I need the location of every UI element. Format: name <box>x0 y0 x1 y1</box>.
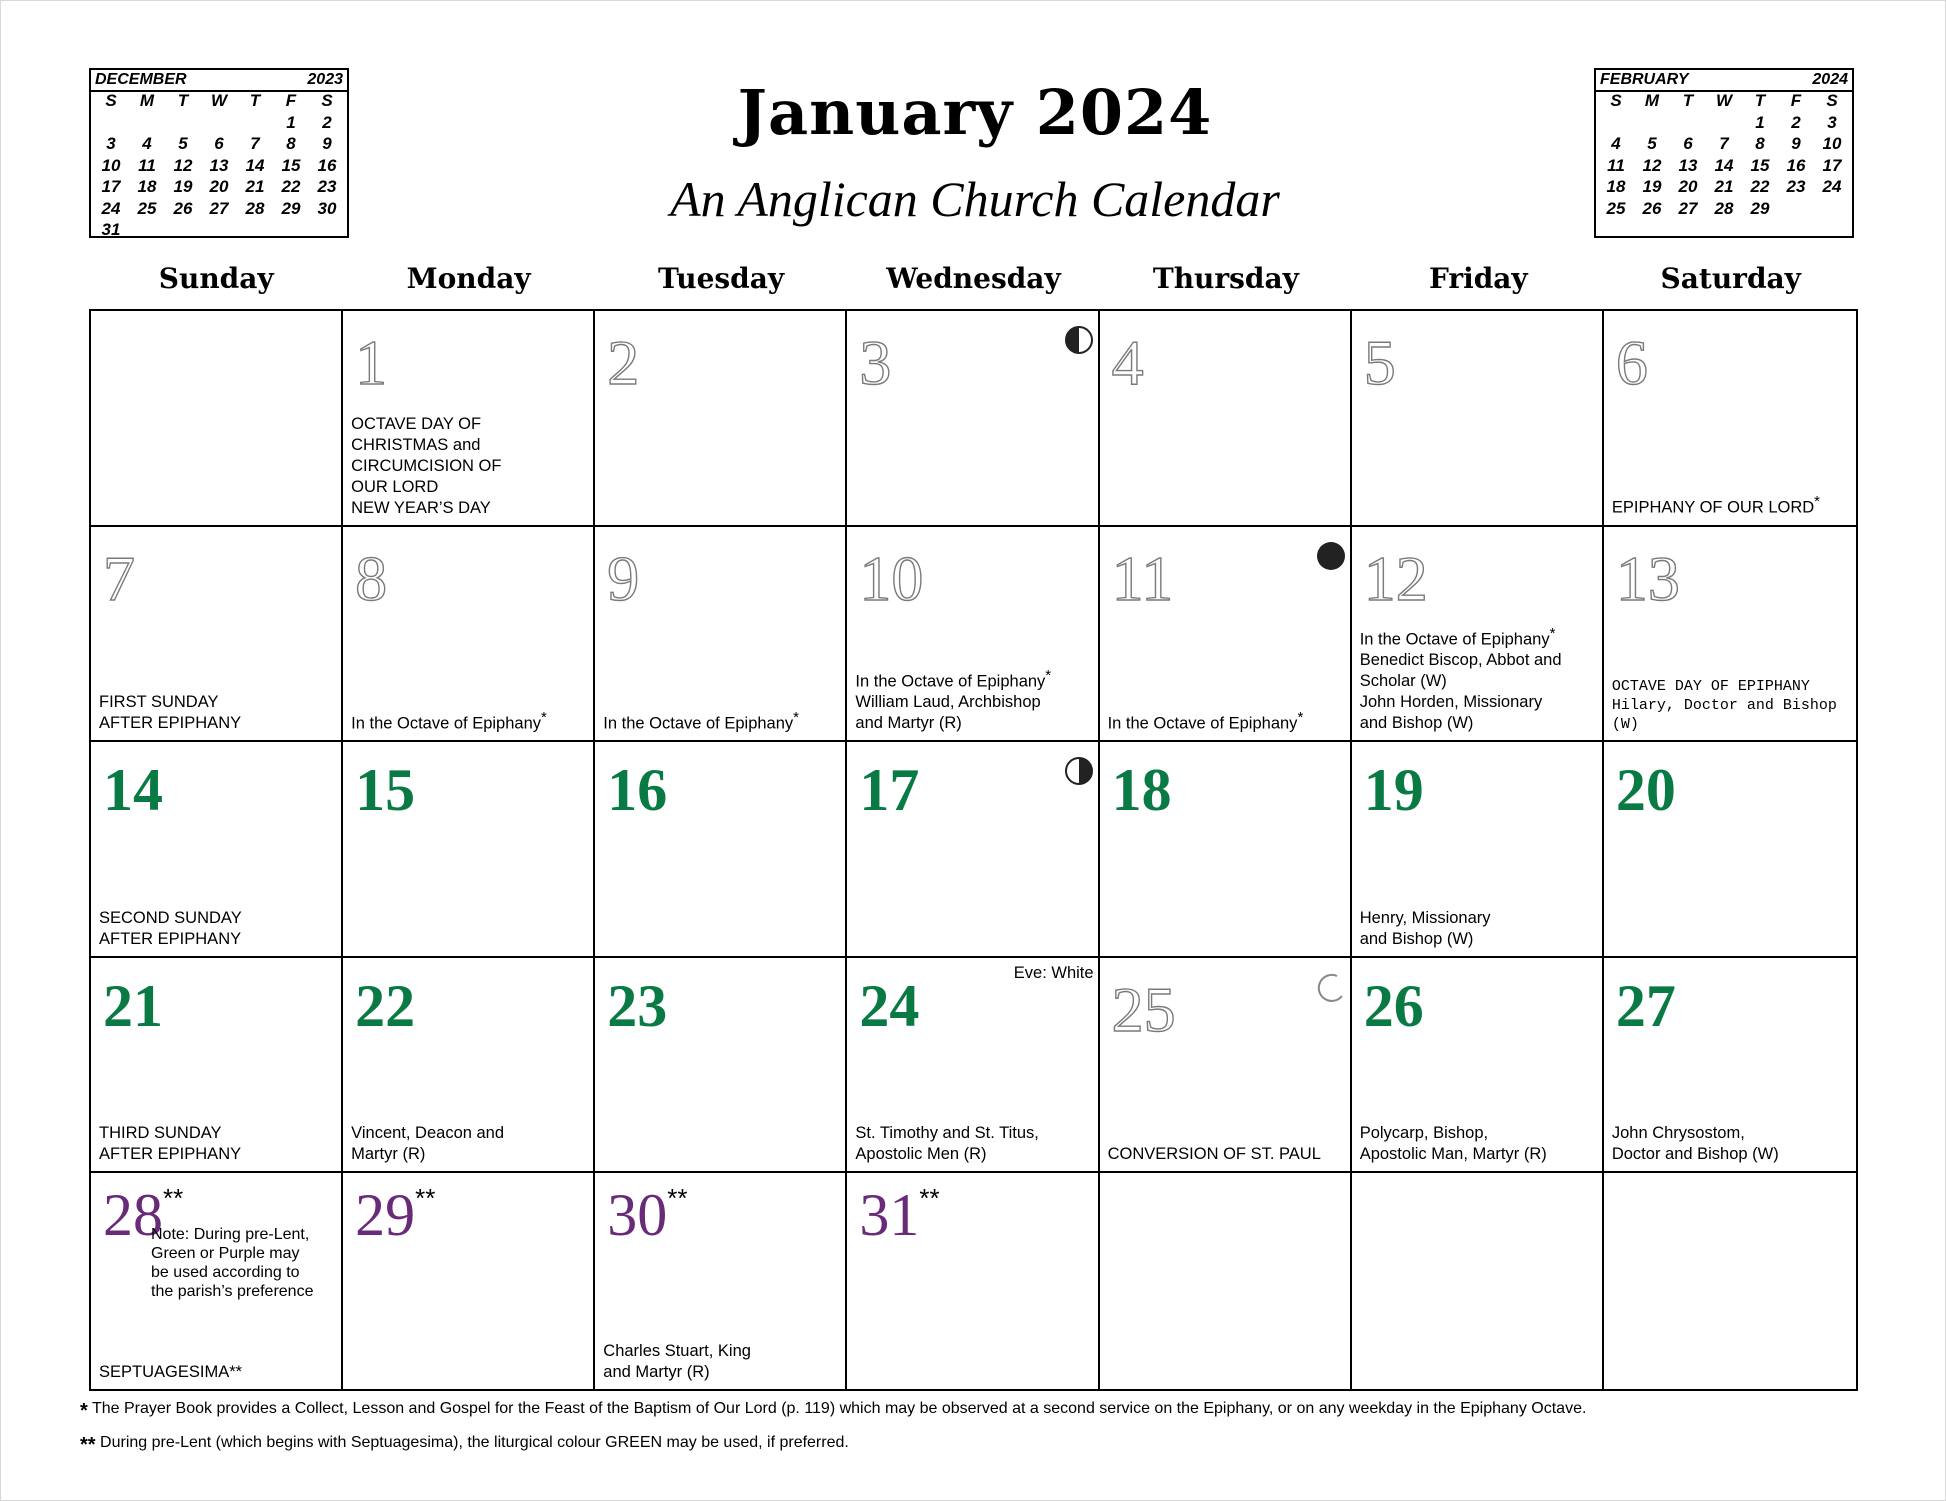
day-number-text: 13 <box>1615 542 1680 614</box>
mini-day <box>1778 198 1814 220</box>
mini-day <box>273 219 309 241</box>
day-number-text: 12 <box>1363 542 1428 614</box>
day-cell-9 <box>595 527 847 743</box>
day-number-text: 9 <box>607 542 640 614</box>
mini-month: FEBRUARY <box>1600 71 1689 88</box>
day-number <box>1363 972 1424 1039</box>
empty-day-cell <box>91 311 343 527</box>
observance-note <box>1612 491 1820 519</box>
day-number-text: 15 <box>355 757 416 824</box>
footnote-star: * <box>793 708 799 726</box>
observance-note <box>855 665 1051 735</box>
mini-day: 9 <box>322 134 332 153</box>
new-moon-icon <box>1316 541 1346 571</box>
mini-day: 11 <box>138 155 156 175</box>
day-number-text: 1 <box>355 327 388 398</box>
observance-note <box>99 692 241 734</box>
mini-day: 18 <box>137 177 157 196</box>
eve-note: Eve: White <box>1013 963 1094 982</box>
day-number-text: 20 <box>1615 757 1676 824</box>
mini-day <box>165 112 201 134</box>
mini-day: 25 <box>1606 198 1626 218</box>
mini-day: 14 <box>1714 155 1734 175</box>
day-cell-17 <box>847 742 1099 958</box>
mini-calendar-february <box>1594 68 1854 238</box>
mini-day: 1 <box>1755 112 1765 132</box>
weekday-sunday: Sunday <box>158 262 274 295</box>
mini-day <box>237 112 273 134</box>
mini-day <box>309 219 345 241</box>
observance-text: In the Octave of Epiphany <box>603 714 794 733</box>
observance-note <box>1360 1123 1547 1165</box>
day-number-text: 27 <box>1615 972 1676 1039</box>
day-number-text: 30 <box>607 1182 668 1249</box>
mini-day: 12 <box>173 155 193 175</box>
mini-day: 15 <box>1750 155 1770 175</box>
mini-weekday-label: T <box>1754 91 1766 110</box>
weekday-tuesday: Tuesday <box>657 262 785 295</box>
day-number-text: 16 <box>607 757 668 824</box>
observance-note <box>1360 623 1562 735</box>
day-number <box>859 327 892 398</box>
day-footnote-mark: ** <box>919 1183 940 1214</box>
day-number <box>1615 757 1676 824</box>
observance-text: In the Octave of Epiphany <box>855 672 1046 691</box>
day-cell-23 <box>595 958 847 1174</box>
mini-day: 17 <box>1822 155 1842 175</box>
observance-text: John Chrysostom, Doctor and Bishop (W) <box>1611 1124 1779 1164</box>
day-number <box>607 972 668 1039</box>
observance-text: Henry, Missionary and Bishop (W) <box>1359 908 1491 948</box>
mini-year: 2023 <box>307 71 343 88</box>
day-cell-26 <box>1352 958 1604 1174</box>
mini-day: 21 <box>245 177 265 196</box>
day-cell-1 <box>343 311 595 527</box>
mini-day <box>201 219 237 241</box>
mini-day: 4 <box>1611 134 1621 153</box>
observance-text: Polycarp, Bishop, Apostolic Man, Martyr (R) <box>1359 1124 1547 1164</box>
observance-note <box>351 1123 504 1165</box>
footnote-text: The Prayer Book provides a Collect, Lesson and Gospel for the Feast of the Baptism of Our Lord (p. 119) which may be observed at a second service on the Epiphany, or on any weekday in the Epiphany Octave. <box>91 1400 1587 1417</box>
day-cell-19 <box>1352 742 1604 958</box>
day-number-text: 23 <box>607 972 668 1039</box>
observance-note <box>351 707 547 735</box>
day-number-text: 31 <box>859 1182 920 1249</box>
mini-day: 18 <box>1606 177 1626 196</box>
day-cell-27 <box>1604 958 1856 1174</box>
empty-day-cell <box>1100 1173 1352 1389</box>
page-title: January 2024 <box>737 76 1213 149</box>
mini-day: 25 <box>137 198 157 218</box>
mini-day: 7 <box>250 134 260 153</box>
page-subtitle: An Anglican Church Calendar <box>670 171 1280 227</box>
mini-day: 5 <box>178 134 188 153</box>
day-number <box>1111 327 1144 398</box>
day-cell-24 <box>847 958 1099 1174</box>
observance-text: EPIPHANY OF OUR LORD <box>1611 498 1815 517</box>
day-cell-15 <box>343 742 595 958</box>
day-footnote-mark: ** <box>415 1183 436 1214</box>
mini-day: 3 <box>106 134 116 153</box>
mini-day: 12 <box>1642 155 1662 175</box>
weekday-thursday: Thursday <box>1152 262 1299 295</box>
weekday-friday: Friday <box>1428 262 1528 295</box>
day-cell-31 <box>847 1173 1099 1389</box>
day-number <box>607 542 640 614</box>
mini-calendar-grid <box>1598 90 1850 219</box>
mini-day <box>1670 112 1706 134</box>
day-cell-2 <box>595 311 847 527</box>
mini-month: DECEMBER <box>95 71 187 88</box>
observance-note <box>99 1123 241 1165</box>
observance-note <box>1108 1144 1321 1165</box>
day-number-text: 26 <box>1363 972 1424 1039</box>
observance-text: In the Octave of Epiphany <box>1107 714 1298 733</box>
day-number <box>1363 327 1396 398</box>
observance-text: SECOND SUNDAY AFTER EPIPHANY <box>99 908 242 948</box>
observance-text: In the Octave of Epiphany <box>351 714 542 733</box>
day-number <box>1615 972 1676 1039</box>
mini-day: 16 <box>1786 155 1806 175</box>
mini-day <box>129 112 165 134</box>
day-number <box>103 972 163 1039</box>
day-cell-13 <box>1604 527 1856 743</box>
mini-weekday-label: W <box>1715 91 1733 110</box>
mini-day: 16 <box>317 155 337 175</box>
day-number-text: 25 <box>1111 973 1176 1045</box>
mini-day: 27 <box>1678 198 1698 218</box>
mini-weekday-label: T <box>249 91 261 110</box>
mini-day <box>1706 112 1742 134</box>
mini-day <box>237 219 273 241</box>
day-footnote-mark: ** <box>163 1183 184 1214</box>
mini-day <box>201 112 237 134</box>
weekday-wednesday: Wednesday <box>886 262 1061 295</box>
day-cell-20 <box>1604 742 1856 958</box>
day-number <box>607 327 640 398</box>
waxing-crescent-moon-icon <box>1316 972 1346 1002</box>
mini-day: 26 <box>1642 198 1662 218</box>
footnote-star: * <box>1549 624 1556 642</box>
mini-day: 4 <box>142 134 152 153</box>
footnote-mark: * <box>80 1400 88 1422</box>
weekday-saturday: Saturday <box>1660 262 1801 295</box>
mini-day: 27 <box>209 198 229 218</box>
day-number <box>1363 542 1428 614</box>
mini-day: 11 <box>1607 155 1625 175</box>
mini-day: 31 <box>101 220 121 239</box>
mini-day: 22 <box>1750 177 1770 196</box>
observance-text: FIRST SUNDAY AFTER EPIPHANY <box>99 693 242 733</box>
mini-year: 2024 <box>1812 71 1848 88</box>
mini-day: 2 <box>322 112 332 132</box>
mini-day <box>1814 198 1850 220</box>
mini-day: 23 <box>317 177 337 196</box>
day-number-text: 6 <box>1615 327 1648 398</box>
footnote-2 <box>80 1434 849 1457</box>
day-number <box>859 542 924 614</box>
mini-day: 29 <box>281 198 301 218</box>
mini-day: 10 <box>1822 134 1842 153</box>
day-number-text: 17 <box>859 757 920 824</box>
day-cell-7 <box>91 527 343 743</box>
mini-weekday-label: S <box>321 91 333 110</box>
day-number-text: 7 <box>103 542 135 614</box>
footnote-star: * <box>1297 708 1304 726</box>
day-cell-5 <box>1352 311 1604 527</box>
observance-text: In the Octave of Epiphany <box>1359 630 1550 649</box>
mini-calendar-header <box>91 70 347 92</box>
mini-day: 1 <box>286 112 296 132</box>
mini-weekday-label: S <box>1610 91 1622 110</box>
mini-day: 9 <box>1791 134 1801 153</box>
mini-day: 5 <box>1647 134 1657 153</box>
observance-text: St. Timothy and St. Titus, Apostolic Men (R) <box>855 1124 1039 1164</box>
day-number <box>103 542 135 614</box>
observance-text: THIRD SUNDAY AFTER EPIPHANY <box>99 1124 242 1164</box>
mini-day: 30 <box>317 198 337 218</box>
day-cell-22 <box>343 958 595 1174</box>
empty-day-cell <box>1352 1173 1604 1389</box>
mini-day <box>1598 112 1634 134</box>
first-quarter-moon-icon <box>1064 325 1094 355</box>
day-number-text: 21 <box>103 972 163 1039</box>
footnote-star: * <box>1045 666 1052 684</box>
day-number-text: 11 <box>1111 542 1174 614</box>
day-number <box>1111 973 1176 1045</box>
day-cell-8 <box>343 527 595 743</box>
mini-day: 29 <box>1750 198 1770 218</box>
day-number-text: 22 <box>355 972 416 1039</box>
footnote-star: * <box>1814 493 1821 511</box>
month-grid <box>89 309 1858 1391</box>
day-number-text: 18 <box>1111 757 1172 824</box>
day-number <box>355 542 388 614</box>
observance-text: Charles Stuart, King and Martyr (R) <box>603 1342 751 1381</box>
mini-day <box>165 219 201 241</box>
day-number-text: 14 <box>103 757 163 824</box>
day-number <box>355 327 388 398</box>
day-number <box>355 757 416 824</box>
mini-calendar-grid <box>93 90 345 241</box>
day-cell-10 <box>847 527 1099 743</box>
mini-day: 13 <box>209 155 229 175</box>
mini-weekday-label: T <box>177 91 189 110</box>
mini-weekday-label: W <box>210 91 228 110</box>
day-number-text: 5 <box>1363 327 1396 398</box>
observance-text: CONVERSION OF ST. PAUL <box>1107 1145 1321 1164</box>
day-number <box>607 1182 688 1249</box>
observance-text: SEPTUAGESIMA** <box>99 1363 243 1381</box>
weekday-monday: Monday <box>406 262 531 295</box>
mini-weekday-label: M <box>139 91 155 110</box>
day-cell-30 <box>595 1173 847 1389</box>
mini-day: 24 <box>101 198 121 218</box>
day-number <box>1615 542 1680 614</box>
mini-day: 10 <box>101 155 121 175</box>
mini-day: 28 <box>1714 198 1734 218</box>
mini-day: 20 <box>209 177 229 196</box>
day-number <box>1111 542 1174 614</box>
observance-note <box>1360 908 1491 950</box>
mini-day: 13 <box>1678 155 1698 175</box>
mini-weekday-label: T <box>1682 91 1694 110</box>
day-cell-11 <box>1100 527 1352 743</box>
observance-note <box>603 1341 751 1383</box>
day-number-text: 10 <box>859 542 924 614</box>
day-cell-6 <box>1604 311 1856 527</box>
day-number-text: 4 <box>1111 327 1144 398</box>
day-cell-28 <box>91 1173 343 1389</box>
day-number <box>859 757 920 824</box>
observance-note <box>99 908 242 950</box>
day-cell-4 <box>1100 311 1352 527</box>
day-cell-14 <box>91 742 343 958</box>
mini-day: 28 <box>245 198 265 218</box>
mini-day: 15 <box>281 155 301 175</box>
day-cell-18 <box>1100 742 1352 958</box>
mini-day: 23 <box>1786 177 1806 196</box>
day-number-text: 24 <box>859 972 920 1039</box>
mini-weekday-label: F <box>1790 91 1802 110</box>
mini-day <box>129 219 165 241</box>
observance-note <box>1108 707 1304 735</box>
day-number <box>1363 757 1424 824</box>
day-number <box>1615 327 1648 398</box>
mini-day: 17 <box>101 177 121 196</box>
mini-day: 6 <box>1683 134 1693 153</box>
day-cell-29 <box>343 1173 595 1389</box>
commemoration-text: Benedict Biscop, Abbot and Scholar (W) John Horden, Missionary and Bishop (W) <box>1359 651 1562 733</box>
mini-day: 6 <box>214 134 224 153</box>
observance-note <box>1612 677 1837 734</box>
observance-text: Vincent, Deacon and Martyr (R) <box>351 1124 505 1164</box>
day-number <box>607 757 668 824</box>
day-cell-3 <box>847 311 1099 527</box>
day-number-text: 3 <box>859 327 892 398</box>
observance-note <box>99 1362 242 1383</box>
mini-day: 3 <box>1827 112 1837 132</box>
mini-calendar-header <box>1596 70 1852 92</box>
mini-day: 7 <box>1719 134 1729 153</box>
day-cell-21 <box>91 958 343 1174</box>
observance-text: OCTAVE DAY OF CHRISTMAS and CIRCUMCISION OF OUR LORD NEW YEAR’S DAY <box>351 414 502 517</box>
observance-note <box>603 707 799 735</box>
day-number-text: 2 <box>607 327 640 398</box>
day-footnote-mark: ** <box>667 1183 688 1214</box>
day-number <box>355 1182 436 1249</box>
day-number <box>859 972 920 1039</box>
mini-weekday-label: F <box>285 91 297 110</box>
observance-text: OCTAVE DAY OF EPIPHANY Hilary, Doctor and Bishop (W) <box>1611 678 1837 734</box>
day-cell-12 <box>1352 527 1604 743</box>
observance-note <box>1612 1123 1779 1165</box>
day-cell-16 <box>595 742 847 958</box>
mini-day: 24 <box>1822 177 1842 196</box>
observance-note <box>855 1123 1038 1165</box>
mini-day: 8 <box>1755 134 1765 153</box>
weekday-header-row <box>90 262 1857 295</box>
mini-day: 19 <box>173 177 193 196</box>
mini-day: 2 <box>1791 112 1801 132</box>
footnote-text: During pre-Lent (which begins with Septuagesima), the liturgical colour GREEN may be used, if preferred. <box>100 1434 849 1451</box>
footnote-1 <box>80 1400 1586 1423</box>
mini-day: 21 <box>1714 177 1734 196</box>
mini-day <box>1634 112 1670 134</box>
day-number-text: 28 <box>103 1182 163 1249</box>
day-number <box>1111 757 1172 824</box>
mini-weekday-label: M <box>1644 91 1660 110</box>
mini-day: 8 <box>286 134 296 153</box>
pre-lent-note: Note: During pre-Lent, Green or Purple may be used according to the parish’s preference <box>151 1226 314 1301</box>
footnote-mark: ** <box>80 1434 96 1456</box>
empty-day-cell <box>1604 1173 1856 1389</box>
last-quarter-moon-icon <box>1064 756 1094 786</box>
day-number-text: 8 <box>355 542 388 614</box>
mini-day: 20 <box>1678 177 1698 196</box>
commemoration-text: William Laud, Archbishop and Martyr (R) <box>855 693 1041 733</box>
mini-day: 22 <box>281 177 301 196</box>
mini-day: 14 <box>245 155 265 175</box>
mini-day: 19 <box>1642 177 1662 196</box>
mini-calendar-december <box>89 68 349 238</box>
day-number <box>103 757 163 824</box>
mini-weekday-label: S <box>1826 91 1838 110</box>
mini-day: 26 <box>173 198 193 218</box>
footnote-star: * <box>541 708 547 726</box>
day-number <box>859 1182 940 1249</box>
day-number-text: 19 <box>1363 757 1424 824</box>
mini-day <box>93 112 129 134</box>
observance-note <box>351 414 501 519</box>
day-number <box>355 972 416 1039</box>
day-number-text: 29 <box>355 1182 416 1249</box>
mini-weekday-label: S <box>105 91 117 110</box>
day-cell-25 <box>1100 958 1352 1174</box>
